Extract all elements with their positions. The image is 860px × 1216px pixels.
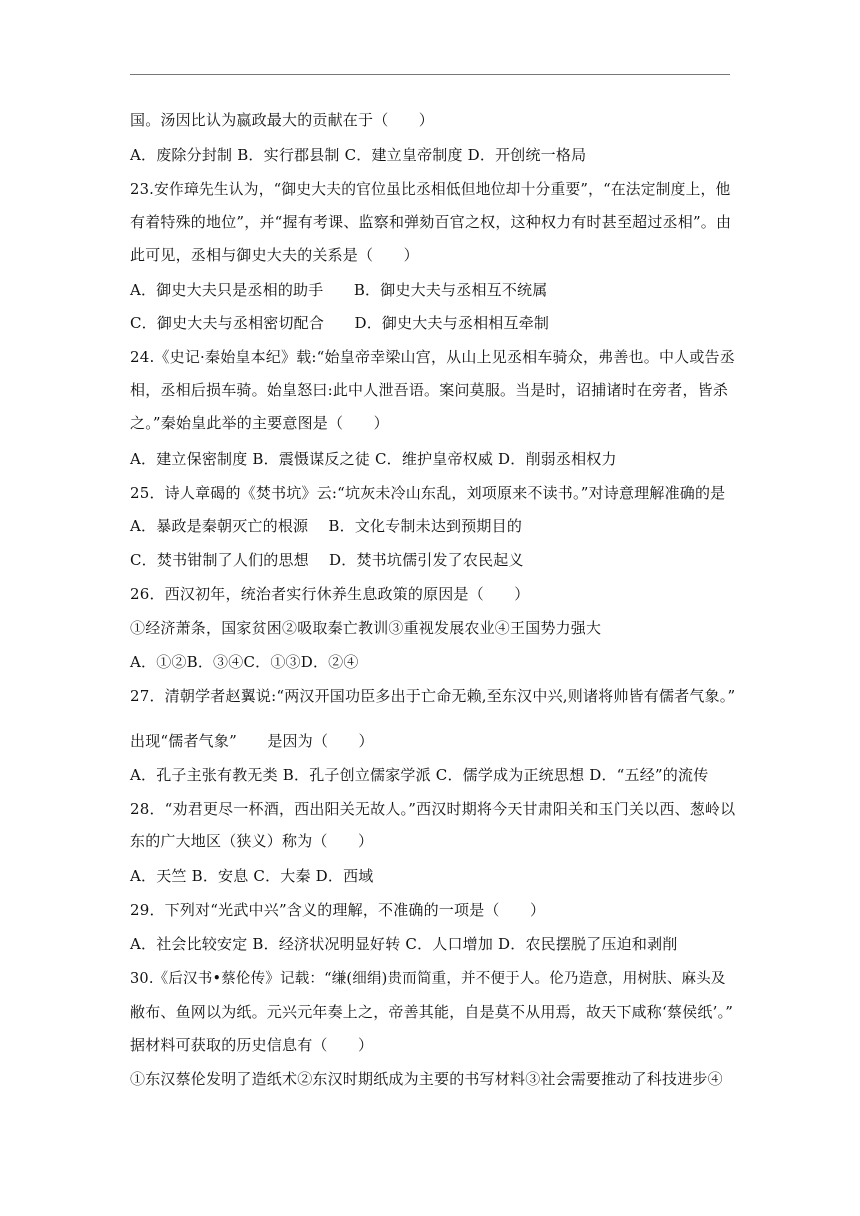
text-line: A．社会比较安定 B．经济状况明显好转 C．人口增加 D．农民摆脱了压迫和剥削: [130, 935, 678, 953]
text-line: 此可见，丞相与御史大夫的关系是（ ）: [130, 246, 419, 264]
text-line: 据材料可获取的历史信息有（ ）: [130, 1036, 374, 1054]
text-line: 24.《史记·秦始皇本纪》载:“始皇帝幸梁山宫，从山上见丞相车骑众，弗善也。中人或告丞: [130, 348, 735, 366]
text-line: A．建立保密制度 B．震慑谋反之徒 C．维护皇帝权威 D．削弱丞相权力: [130, 450, 617, 468]
text-line: 27．清朝学者赵翼说:“两汉开国功臣多出于亡命无赖,至东汉中兴,则诸将帅皆有儒者气象。”: [130, 687, 736, 705]
text-line: 之。”秦始皇此举的主要意图是（ ）: [130, 414, 389, 432]
text-line: 30.《后汉书•蔡伦传》记载：“缣(细绢)贵而简重，并不便于人。伦乃造意，用树肤、麻头及: [130, 971, 726, 987]
text-line: A．孔子主张有教无类 B．孔子创立儒家学派 C．儒学成为正统思想 D．“五经”的流传: [130, 766, 709, 784]
text-line: A．废除分封制 B．实行郡县制 C．建立皇帝制度 D．开创统一格局: [130, 146, 587, 164]
text-line: 25．诗人章碣的《焚书坑》云:“坑灰未冷山东乱，刘项原来不读书。”对诗意理解准确的是: [130, 484, 726, 502]
text-line: 26．西汉初年，统治者实行休养生息政策的原因是（ ）: [130, 585, 530, 603]
text-line: 敝布、鱼网以为纸。元兴元年奏上之，帝善其能，自是莫不从用焉，故天下咸称‘蔡侯纸’。”: [130, 1003, 734, 1021]
text-line: ①东汉蔡伦发明了造纸术②东汉时期纸成为主要的书写材料③社会需要推动了科技进步④: [130, 1070, 723, 1088]
text-line: 有着特殊的地位”，并“握有考课、监察和弹劾百官之权，这种权力有时甚至超过丞相”。由: [130, 213, 732, 231]
text-line: 出现“儒者气象” 是因为（ ）: [130, 732, 374, 750]
text-line: A．御史大夫只是丞相的助手 B．御史大夫与丞相互不统属: [130, 281, 548, 299]
text-line: A．①②B．③④C．①③D．②④: [130, 653, 359, 671]
text-line: ①经济萧条，国家贫困②吸取秦亡教训③重视发展农业④王国势力强大: [130, 619, 602, 637]
text-line: 23.安作璋先生认为，“御史大夫的官位虽比丞相低但地位却十分重要”，“在法定制度上，他: [130, 181, 731, 198]
text-line: 28．“劝君更尽一杯酒，西出阳关无故人。”西汉时期将今天甘肃阳关和玉门关以西、葱岭以: [130, 800, 736, 818]
header-rule: [130, 74, 730, 75]
text-line: C．焚书钳制了人们的思想 D．焚书坑儒引发了农民起义: [130, 551, 524, 569]
text-line: A．暴政是秦朝灭亡的根源 B．文化专制未达到预期目的: [130, 517, 523, 535]
text-line: 相，丞相后损车骑。始皇怒曰:此中人泄吾语。案问莫服。当是时，诏捕诸时在旁者，皆杀: [130, 381, 729, 399]
text-line: 29．下列对“光武中兴”含义的理解，不准确的一项是（ ）: [130, 901, 546, 919]
text-line: 东的广大地区（狭义）称为（ ）: [130, 832, 374, 850]
text-line: A．天竺 B．安息 C．大秦 D．西域: [130, 867, 374, 885]
text-line: 国。汤因比认为嬴政最大的贡献在于（ ）: [130, 111, 435, 129]
text-line: C．御史大夫与丞相密切配合 D．御史大夫与丞相相互牵制: [130, 314, 550, 332]
